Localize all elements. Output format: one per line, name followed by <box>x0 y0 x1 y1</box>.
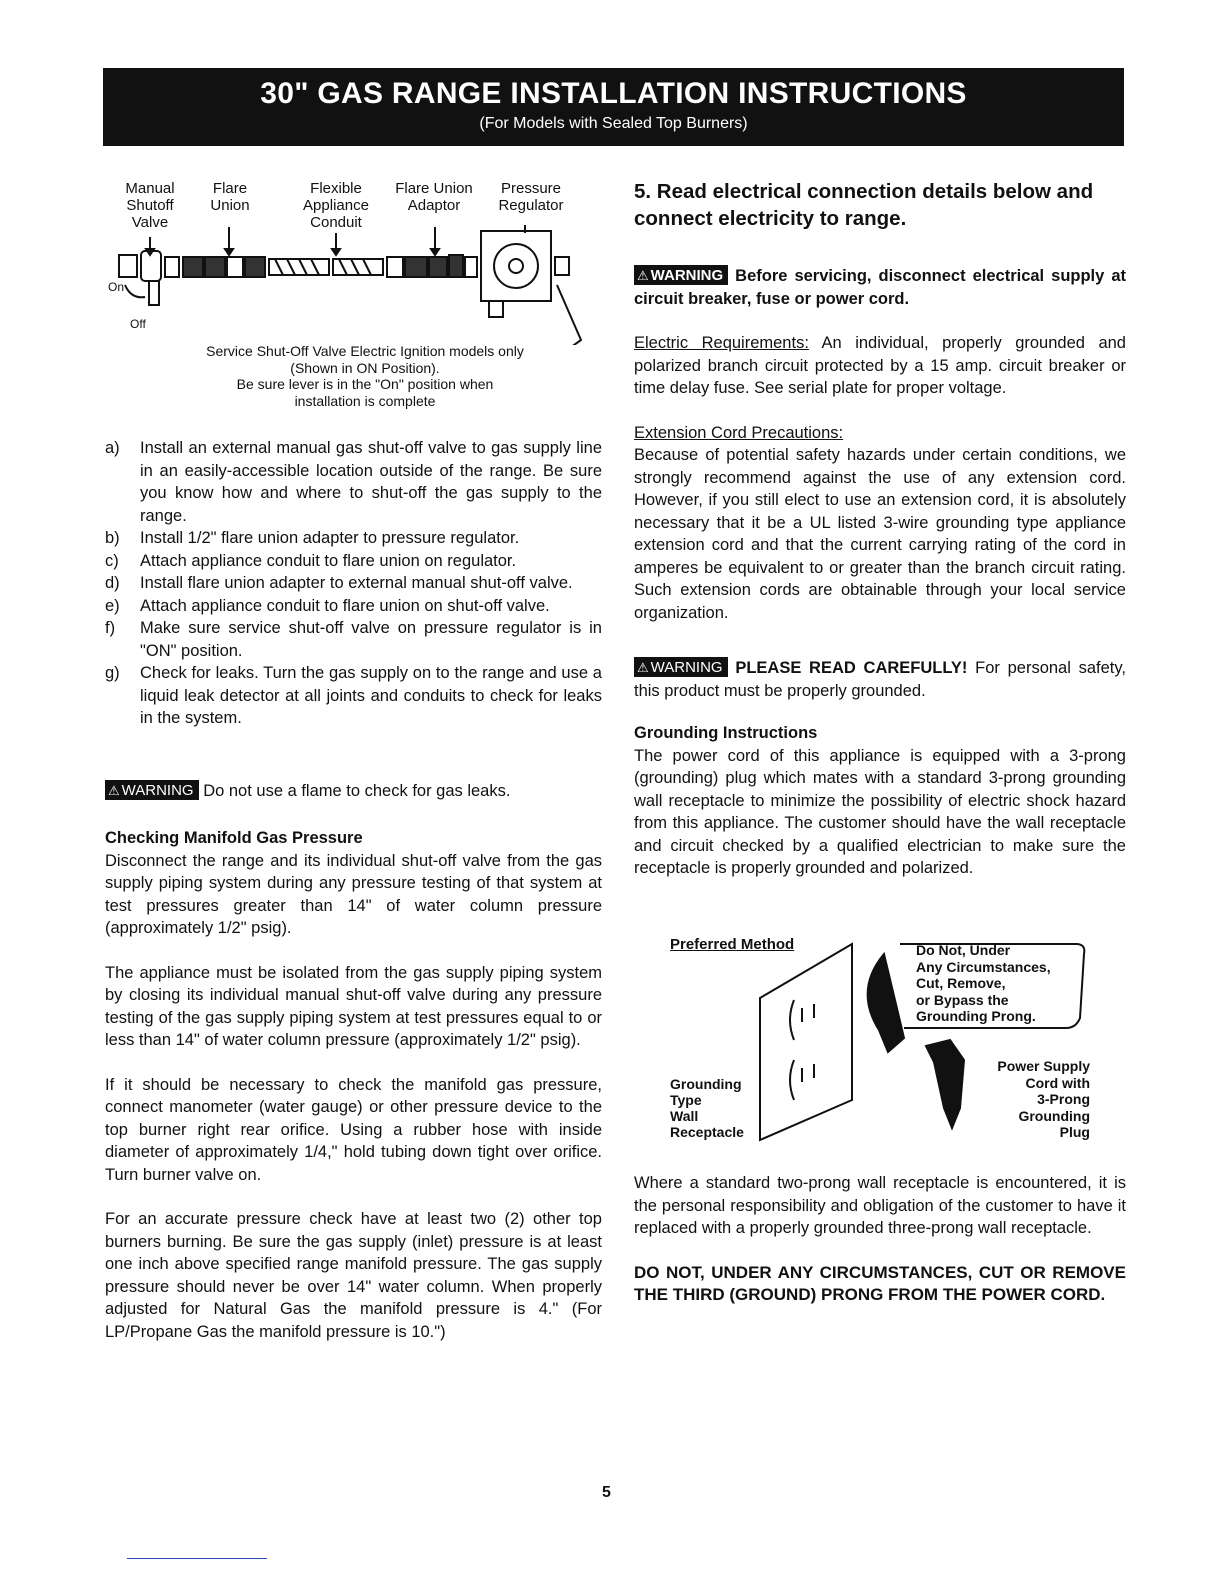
list-item: g) Check for leaks. Turn the gas supply on to the range and use a liquid leak detector at all joints and conduits to check for leaks in the system. <box>105 664 602 727</box>
power-supply-label: Power Supply Cord with 3-Prong Grounding Plug <box>997 1058 1090 1140</box>
manifold-section <box>105 827 602 1343</box>
right-column <box>634 178 1126 880</box>
final-warning: DO NOT, UNDER ANY CIRCUMSTANCES, CUT OR REMOVE THE THIRD (GROUND) PRONG FROM THE POWER CORD. <box>634 1262 1126 1304</box>
label-pressure-regulator: Pressure Regulator <box>498 180 564 214</box>
warning-badge: ⚠ WARNING <box>105 780 199 800</box>
list-item: b) Install 1/2" flare union adapter to pressure regulator. <box>105 529 520 547</box>
list-item: c) Attach appliance conduit to flare union on regulator. <box>105 551 517 570</box>
label-off: Off <box>130 317 146 331</box>
right-bottom <box>634 1172 1126 1307</box>
list-item: f) Make sure service shut-off valve on pressure regulator is in "ON" position. <box>105 619 602 660</box>
page-subtitle: (For Models with Sealed Top Burners) <box>479 115 748 132</box>
label-flare-union-adaptor: Flare Union Adaptor <box>395 180 473 214</box>
manifold-para-4: For an accurate pressure check have at least two (2) other top burners burning. Be sure the gas supply (inlet) pressure is at least one inch above specified range manifold pressure. The gas supply pressure should never be over 14" water column. When properly adjusted for Natural Gas the manifold pressure is 4." (For LP/Propane Gas the manifold pressure is 10.") <box>105 1210 602 1341</box>
electric-requirements: Electric Requirements: An individual, properly grounded and polarized branch circuit protected by a 15 amp. circuit breaker or time delay fuse. See serial plate for proper voltage. <box>634 334 1126 397</box>
extension-cord-heading: Extension Cord Precautions: <box>634 423 844 442</box>
do-not-bypass-callout: Do Not, Under Any Circumstances, Cut, Remove, or Bypass the Grounding Prong. <box>916 942 1051 1024</box>
extension-cord-text: Because of potential safety hazards under certain conditions, we strongly recommend against the use of any extension cord. However, if you still elect to use an extension cord, it is absolutely necessary that it be a UL listed 3-wire grounding type appliance extension cord and that the current carrying rating of the cord in amperes be equivalent to or greater than the branch circuit rating. Such extension cords are obtainable through your local service organization. <box>634 446 1126 622</box>
warning-triangle-icon: ⚠ <box>108 783 120 798</box>
servicing-warning: ⚠ WARNING Before servicing, disconnect electrical supply at circuit breaker, fuse or power cord. <box>634 267 1126 308</box>
preferred-method-label: Preferred Method <box>670 936 795 953</box>
grounding-heading: Grounding Instructions <box>634 724 818 742</box>
list-item: a) Install an external manual gas shut-off valve to gas supply line in an easily-accessible location outside of the range. Be sure you know how and where to shut-off the gas supply to the range. <box>105 439 602 525</box>
grounding-warning: ⚠ WARNING PLEASE READ CAREFULLY! For personal safety, this product must be properly grounded. <box>634 659 1126 700</box>
flame-warning: ⚠ WARNING Do not use a flame to check for gas leaks. <box>105 780 602 803</box>
step-5-heading: 5. Read electrical connection details below and connect electricity to range. <box>634 180 1094 230</box>
label-flare-union: Flare Union <box>210 180 250 214</box>
warning-badge: ⚠ WARNING <box>634 657 728 677</box>
receptacle-label: Grounding Type Wall Receptacle <box>670 1076 744 1140</box>
grounding-text: The power cord of this appliance is equipped with a 3-prong (grounding) plug which mates with a standard 3-prong grounding wall receptacle to minimize the possibility of electric shock hazard from this appliance. The customer should have the wall receptacle and circuit checked by a qualified electrician to make sure the receptacle is properly grounded and polarized. <box>634 746 1126 877</box>
warning-badge: ⚠ WARNING <box>634 265 728 285</box>
manifold-para-3: If it should be necessary to check the manifold gas pressure, connect manometer (water gauge) or other pressure device to the top burner right rear orifice. Using a rubber hose with inside diameter of approximately 1/4," hold tubing down tight over orifice. Turn burner valve on. <box>105 1075 602 1184</box>
page-number: 5 <box>602 1484 611 1501</box>
diagram-caption: Service Shut-Off Valve Electric Ignition models only (Shown in ON Position). Be sure lever is in the "On" position when installation is complete <box>206 343 524 409</box>
manifold-para-1: Disconnect the range and its individual shut-off valve from the gas supply piping system during any pressure testing of that system at test pressures greater than 14" of water column pressure (approximately 1/2" psig). <box>105 851 602 937</box>
list-item: e) Attach appliance conduit to flare union on shut-off valve. <box>105 596 550 615</box>
gas-connection-diagram <box>105 225 585 345</box>
label-on: On <box>108 280 125 294</box>
list-item: d) Install flare union adapter to external manual shut-off valve. <box>105 574 573 592</box>
warning-triangle-icon: ⚠ <box>637 268 649 283</box>
two-prong-text: Where a standard two-prong wall receptacle is encountered, it is the personal responsibility and obligation of the customer to have it replaced with a properly grounded three-prong wall receptacle. <box>634 1174 1126 1237</box>
label-flexible-appliance-conduit: Flexible Appliance Conduit <box>303 180 369 231</box>
footer-rule <box>127 1558 267 1559</box>
label-manual-shutoff-valve: Manual Shutoff Valve <box>125 180 175 231</box>
page-title: 30" GAS RANGE INSTALLATION INSTRUCTIONS <box>260 77 967 110</box>
install-steps-list <box>105 437 602 730</box>
warning-triangle-icon: ⚠ <box>637 660 649 675</box>
manifold-para-2: The appliance must be isolated from the gas supply piping system by closing its individual manual shut-off valve during any pressure testing of the gas supply piping system at test pressures equal to or less than 14" of water column pressure (approximately 1/2" psig). <box>105 963 602 1049</box>
grounding-figure <box>664 930 1104 1150</box>
manifold-heading: Checking Manifold Gas Pressure <box>105 829 363 847</box>
title-banner <box>103 68 1124 146</box>
